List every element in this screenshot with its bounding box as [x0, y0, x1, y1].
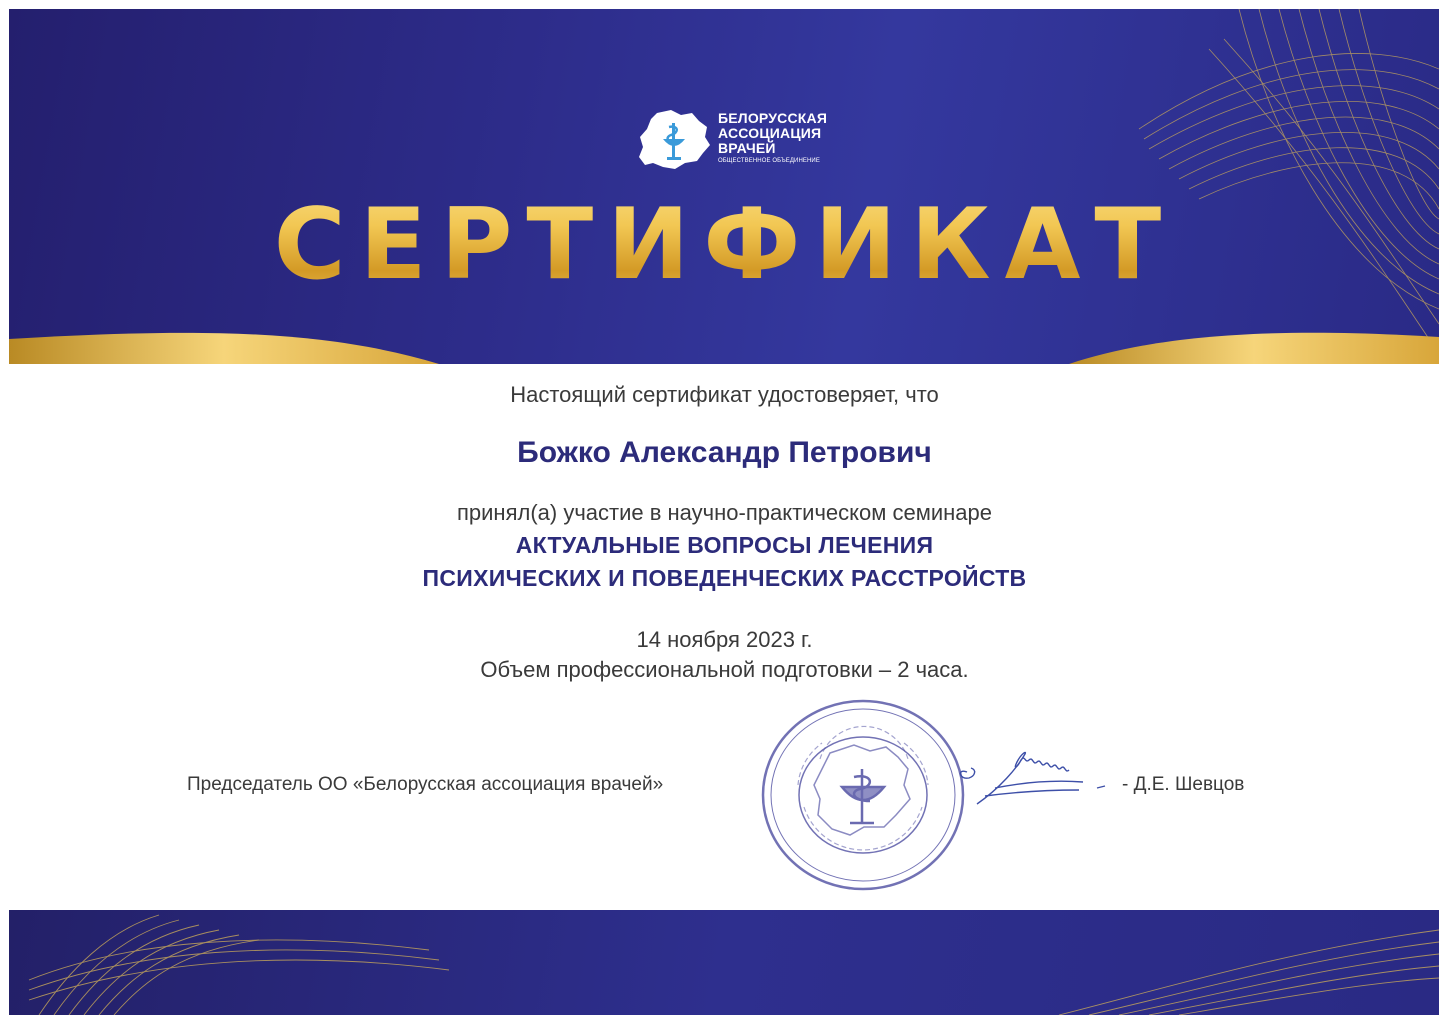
footer-band — [9, 910, 1439, 1015]
certificate-title: СЕРТИФИКАТ — [0, 180, 1449, 310]
intro-text: Настоящий сертификат удостоверяет, что — [510, 382, 939, 407]
footer-ornament — [9, 910, 1439, 1015]
handwritten-signature — [955, 740, 1120, 815]
gold-mesh-bottom — [29, 915, 1439, 1015]
recipient-name: Божко Александр Петрович — [517, 436, 932, 469]
gold-swoosh-right — [1069, 333, 1439, 364]
signer-name: - Д.Е. Шевцов — [1122, 774, 1245, 795]
participation-text: принял(а) участие в научно-практическом семинаре — [456, 500, 993, 525]
logo-subline: ОБЩЕСТВЕННОЕ ОБЪЕДИНЕНИЕ — [718, 158, 820, 164]
logo-line-3: ВРАЧЕЙ — [718, 140, 776, 156]
logo-line-2: АССОЦИАЦИЯ — [718, 125, 822, 141]
seminar-title-line-1: АКТУАЛЬНЫЕ ВОПРОСЫ ЛЕЧЕНИЯ — [515, 532, 934, 558]
association-logo — [637, 109, 837, 179]
stamp-caduceus-icon — [842, 769, 884, 823]
event-date: 14 ноября 2023 г. — [636, 627, 813, 652]
training-volume: Объем профессиональной подготовки – 2 часа. — [480, 657, 969, 682]
chair-title: Председатель ОО «Белорусская ассоциация врачей» — [187, 774, 664, 795]
logo-text — [718, 111, 827, 165]
gold-swoosh-left — [9, 333, 439, 364]
association-stamp — [758, 695, 968, 895]
seminar-title-line-2: ПСИХИЧЕСКИХ И ПОВЕДЕНЧЕСКИХ РАССТРОЙСТВ — [422, 565, 1027, 591]
logo-line-1: БЕЛОРУССКАЯ — [718, 110, 828, 126]
belarus-map-icon — [637, 109, 711, 171]
